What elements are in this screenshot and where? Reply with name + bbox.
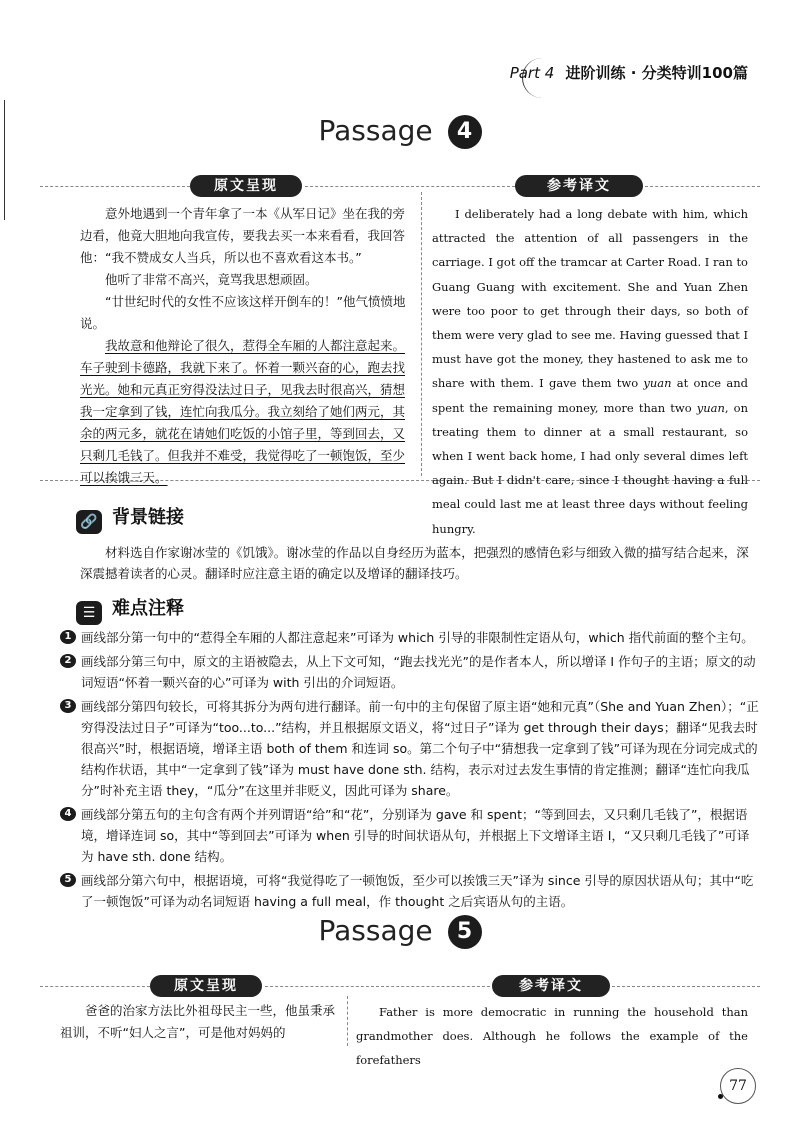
original-paragraph: 爸爸的治家方法比外祖母民主一些，他虽秉承祖训，不听“妇人之言”，可是他对妈妈的	[60, 1003, 336, 1040]
divider	[645, 186, 760, 187]
translation-paragraph	[432, 202, 748, 541]
translation-segment: I deliberately had a long debate with him, which attracted the attention of all passengers in the carriage. I got off the tramcar at Carter Road. I ran to Guang Guang with excitement. She and Yuan Zhen were too poor to get through their days, so both of them were very glad to see me. Having guessed that I must have got the money, they hastened to ask me to share with them. I gave them two	[432, 207, 748, 391]
note-number: 1	[60, 630, 76, 644]
translation-segment: , on treating them to dinner at a small restaurant, so when I went back home, I had only several dimes left again. But I didn't care, since I thought having a full meal could last me at least three days without feeling hungry.	[432, 400, 748, 536]
note-item	[60, 804, 760, 867]
translation-segment: at once and spent the remaining money, more than two	[432, 376, 748, 415]
header-part: Part 4	[509, 64, 555, 82]
page-header	[510, 62, 748, 83]
note-number: 4	[60, 807, 76, 821]
underlined-text: 我故意和他辩论了很久，惹得全车厢的人都注意起来。车子驶到卡德路，我就下来了。怀着一颗兴奋的心，跑去找光光。她和元真正穷得没法过日子，见我去时很高兴，猜想我一定拿到了钱，连忙向我瓜分。我立刻给了她们两元，其余的两元多，就花在请她们吃饭的小馆子里，等到回去，又只剩几毛钱了。但我并不难受，我觉得吃了一顿饱饭，至少可以挨饿三天。	[80, 338, 406, 485]
column-divider	[421, 192, 422, 476]
column-divider	[347, 996, 348, 1046]
note-text: 画线部分第四句较长，可将其拆分为两句进行翻译。前一句中的主句保留了原主语“她和元真”（She and Yuan Zhen）；“正穷得没法过日子”可译为“too...to...”结构，并且根据原文语义，将“过日子”译为 get through their days；翻译“见我去时很高兴”时，根据语境，增译主语 both of them 和连词 so。第二个句子中“猜想我一定拿到了钱”可译为现在分词完成式的结构作状语，其中“一定拿到了钱”译为 must have done sth. 结构，表示对过去发生事情的肯定推测；翻译“连忙向我瓜分”时补充主语 they，“瓜分”在这里并非贬义，因此可译为 share。	[81, 699, 759, 798]
original-paragraph: “廿世纪时代的女性不应该这样开倒车的！”他气愤愤地说。	[80, 294, 406, 331]
note-text: 画线部分第五句的主句含有两个并列谓语“给”和“花”，分别译为 gave 和 spent；“等到回去，又只剩几毛钱了”，根据语境，增译连词 so，其中“等到回去”可译为 when 引导的时间状语从句，并根据上下文增译主语 I，“又只剩几毛钱了”可译为 have sth. done 结构。	[81, 807, 750, 864]
divider	[612, 986, 760, 987]
divider	[305, 186, 515, 187]
note-text: 画线部分第六句中，根据语境，可将“我觉得吃了一顿饱饭，至少可以挨饿三天”译为 since 引导的原因状语从句；其中“吃了一顿饱饭”可译为动名词短语 having a full meal，作 thought 之后宾语从句的主语。	[81, 873, 754, 909]
original-paragraph: 他听了非常不高兴，竟骂我思想顽固。	[105, 272, 318, 287]
translation-paragraph: Father is more democratic in running the household than grandmother does. Although he follows the example of the forefathers	[356, 1005, 748, 1068]
background-title: 背景链接	[112, 507, 184, 528]
passage-label: Passage	[318, 914, 433, 947]
background-text: 材料选自作家谢冰莹的《饥饿》。谢冰莹的作品以自身经历为蓝本，把强烈的感情色彩与细致入微的描写结合起来，深深震撼着读者的心灵。翻译时应注意主语的确定以及增译的翻译技巧。	[80, 545, 749, 581]
translation-italic: yuan	[643, 376, 672, 391]
note-item	[60, 696, 760, 801]
page-number: 77	[720, 1068, 756, 1104]
divider	[265, 986, 490, 987]
background-heading	[76, 503, 184, 534]
original-text	[80, 203, 410, 489]
divider	[40, 986, 150, 987]
link-icon: 🔗	[76, 510, 102, 534]
notes-title: 难点注释	[112, 598, 184, 619]
translation-italic: yuan	[696, 400, 725, 415]
original-paragraph: 意外地遇到一个青年拿了一本《从军日记》坐在我的旁边看，他竟大胆地向我宣传，要我去买一本来看看，我回答他：“我不赞成女人当兵，所以也不喜欢看这本书。”	[80, 206, 406, 265]
translation-text	[432, 202, 748, 541]
note-text: 画线部分第三句中，原文的主语被隐去，从上下文可知，“跑去找光光”的是作者本人，所以增译 I 作句子的主语；原文的动词短语“怀着一颗兴奋的心”可译为 with 引出的介词短语。	[81, 654, 756, 690]
passage-label: Passage	[318, 114, 433, 147]
header-title: 进阶训练 · 分类特训100篇	[565, 64, 748, 82]
notes-heading	[76, 594, 184, 625]
note-number: 5	[60, 873, 76, 887]
divider	[40, 186, 190, 187]
passage-number-badge: 5	[448, 915, 482, 949]
passage-number-badge: 4	[448, 115, 482, 149]
list-icon: ☰	[76, 601, 102, 625]
original-label: 原文呈现	[150, 975, 262, 997]
note-text: 画线部分第一句中的“惹得全车厢的人都注意起来”可译为 which 引导的非限制性定语从句，which 指代前面的整个主句。	[81, 630, 754, 645]
note-number: 2	[60, 654, 76, 668]
note-number: 3	[60, 699, 76, 713]
translation-text	[356, 1000, 748, 1073]
note-item	[60, 870, 760, 912]
notes-list	[60, 627, 760, 915]
passage-4-title	[0, 114, 800, 149]
original-label: 原文呈现	[190, 175, 302, 197]
original-text	[60, 1000, 340, 1044]
note-item	[60, 651, 760, 693]
translation-label: 参考译文	[492, 975, 610, 997]
original-underlined-paragraph	[80, 335, 410, 489]
translation-label: 参考译文	[515, 175, 643, 197]
note-item	[60, 627, 760, 648]
passage-5-title	[0, 914, 800, 949]
